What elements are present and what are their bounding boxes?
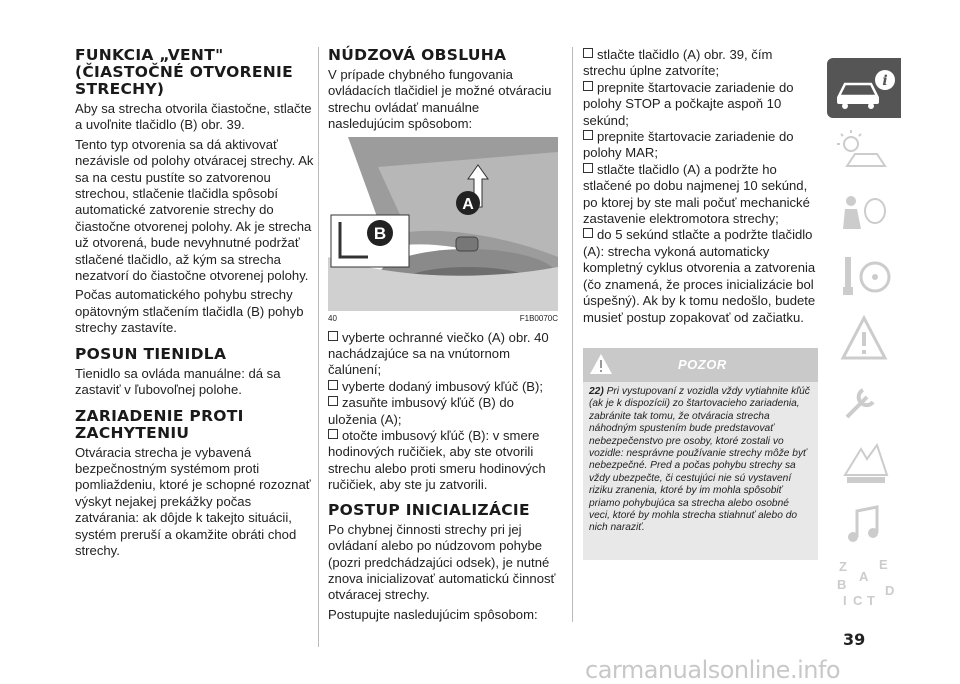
roof-illustration xyxy=(328,137,558,311)
list-item: stlačte tlačidlo (A) obr. 39, čím strechu úplne zatvoríte; xyxy=(583,47,773,79)
heading-emergency-operation: NÚDZOVÁ OBSLUHA xyxy=(328,46,507,64)
list-item: vyberte dodaný imbusový kľúč (B); xyxy=(328,379,558,395)
label-a: A xyxy=(462,195,474,213)
driving-icon xyxy=(827,247,901,307)
paragraph: V prípade chybného fungovania ovládacích tlačidiel je možné otváraciu strechu ovládať manuálne nasledujúcim spôsobom: xyxy=(328,67,552,132)
warning-body xyxy=(583,382,818,560)
paragraph: Postupujte nasledujúcim spôsobom: xyxy=(328,606,538,622)
tab-index[interactable] xyxy=(827,555,901,615)
tab-safety[interactable] xyxy=(827,185,901,245)
paragraph: Po chybnej činnosti strechy pri jej ovládaní alebo po núdzovom pohybe (pozri predchádzajúci odsek), je nutné znova inicializovať automatickú činnosť otváracej strechy. xyxy=(328,521,556,603)
list-item: do 5 sekúnd stlačte a podržte tlačidlo (A): strecha vykoná automaticky kompletný cyklus otvorenia a zatvorenia (čo znamená, že proces inicializácie bol úspešný). Ak by k tomu nedošlo, budete musieť postup zopakovať od začiatku. xyxy=(583,227,816,325)
svg-text:I: I xyxy=(843,593,847,608)
tab-emergency[interactable] xyxy=(827,310,901,370)
heading-initialization: POSTUP INICIALIZÁCIE xyxy=(328,500,530,519)
svg-text:i: i xyxy=(882,73,888,89)
heading-anti-pinch: ZARIADENIE PROTI ZACHYTENIU xyxy=(75,406,244,442)
page-number: 39 xyxy=(843,630,866,649)
list-item: vyberte ochranné viečko (A) obr. 40 nachádzajúce sa na vnútornom čalúnení; xyxy=(328,329,549,378)
column-divider xyxy=(318,47,319,647)
column-1 xyxy=(75,47,315,562)
column-2 xyxy=(328,47,558,626)
emergency-icon xyxy=(827,310,901,370)
paragraph: Tento typ otvorenia sa dá aktivovať nezávisle od polohy otváracej strechy. Ak sa na cestu pustíte so zatvorenou strechou, stlačenie tlačidla spôsobí automatické zatvorenie strechy do čiastočne otvorenej polohy. Ak je strecha už otvorená, bude nevyhnutné podržať stlačené tlačidlo, až kým sa strecha nezatvorí do čiastočne otvorenej polohy. xyxy=(75,136,314,284)
index-icon xyxy=(827,555,901,615)
svg-text:D: D xyxy=(885,583,895,598)
safety-airbag-icon xyxy=(827,185,901,245)
paragraph: Tienidlo sa ovláda manuálne: dá sa zastaviť v ľubovoľnej polohe. xyxy=(75,365,281,398)
warning-number: 22) xyxy=(589,385,604,397)
tab-car-info[interactable] xyxy=(827,58,901,118)
warning-title: POZOR xyxy=(678,356,727,372)
warning-box xyxy=(583,348,818,560)
tab-maintenance[interactable] xyxy=(827,372,901,432)
paragraph: Aby sa strecha otvorila čiastočne, stlačte a uvoľnite tlačidlo (B) obr. 39. xyxy=(75,101,312,133)
list-item: prepnite štartovacie zariadenie do polohy STOP a počkajte aspoň 10 sekúnd; xyxy=(583,79,794,128)
heading-sunblind: POSUN TIENIDLA xyxy=(75,344,227,363)
tab-technical-data[interactable] xyxy=(827,435,901,495)
tab-driving[interactable] xyxy=(827,247,901,307)
technical-data-icon xyxy=(827,435,901,495)
paragraph: Počas automatického pohybu strechy opätovným stlačením tlačidla (B) pohyb strechy zastavíte. xyxy=(75,287,304,336)
watermark: carmanualsonline.info xyxy=(585,656,841,684)
multimedia-icon xyxy=(827,497,901,557)
warning-triangle-icon xyxy=(589,353,613,375)
list-item: stlačte tlačidlo (A) a podržte ho stlačené po dobu najmenej 10 sekúnd, po ktorej by ste mali počuť mechanické zastavenie elektromotora strechy; xyxy=(583,161,810,227)
list-item: prepnite štartovacie zariadenie do polohy MAR; xyxy=(583,129,794,161)
warning-header xyxy=(583,348,818,382)
warning-lights-icon xyxy=(827,122,901,182)
column-3 xyxy=(583,47,818,560)
svg-text:A: A xyxy=(859,569,869,584)
svg-text:C: C xyxy=(853,593,863,608)
svg-text:E: E xyxy=(879,557,888,572)
figure-40 xyxy=(328,137,558,311)
car-info-icon xyxy=(827,58,901,118)
svg-text:T: T xyxy=(867,593,875,608)
maintenance-icon xyxy=(827,372,901,432)
paragraph: Otváracia strecha je vybavená bezpečnostným systémom proti pomliaždeniu, ktoré je schopné rozoznať výskyt nejakej prekážky počas zatvárania: ak dôjde k takejto situácii, systém preruší a okamžite obráti chod strechy. xyxy=(75,444,311,558)
tab-multimedia[interactable] xyxy=(827,497,901,557)
svg-text:Z: Z xyxy=(839,559,847,574)
figure-number: 40 xyxy=(328,313,337,323)
column-divider xyxy=(572,47,573,622)
heading-vent-function: FUNKCIA „VENT" (ČIASTOČNÉ OTVORENIE STRECHY) xyxy=(75,46,293,98)
figure-code: F1B0070C xyxy=(519,313,558,323)
list-item: otočte imbusový kľúč (B): v smere hodinových ručičiek, aby ste otvorili strechu alebo proti smeru hodinových ručičiek, aby ste ju zatvorili. xyxy=(328,428,546,493)
figure-caption xyxy=(328,314,558,326)
warning-text: Pri vystupovaní z vozidla vždy vytiahnite kľúč (ak je k dispozícii) zo štartovacieho zariadenia, zabránite tak tomu, že otváracia strecha náhodným spustením bude predstavovať nebezpečenstvo pre osoby, ktoré zostali vo vozidle: nesprávne používanie strechy môže byť nebezpečné. Pred a počas pohybu strechy sa vždy ubezpečte, či cestujúci nie sú vystavení riziku zranenia, ktoré by im mohla spôsobiť priamo pohybujúca sa strecha alebo osobné veci, ktoré by mohla strecha stiahnuť alebo do nich naraziť. xyxy=(589,385,810,534)
svg-text:B: B xyxy=(837,577,847,592)
tab-warning-lights[interactable] xyxy=(827,122,901,182)
label-b: B xyxy=(373,223,387,243)
list-item: zasuňte imbusový kľúč (B) do uloženia (A); xyxy=(328,395,514,427)
